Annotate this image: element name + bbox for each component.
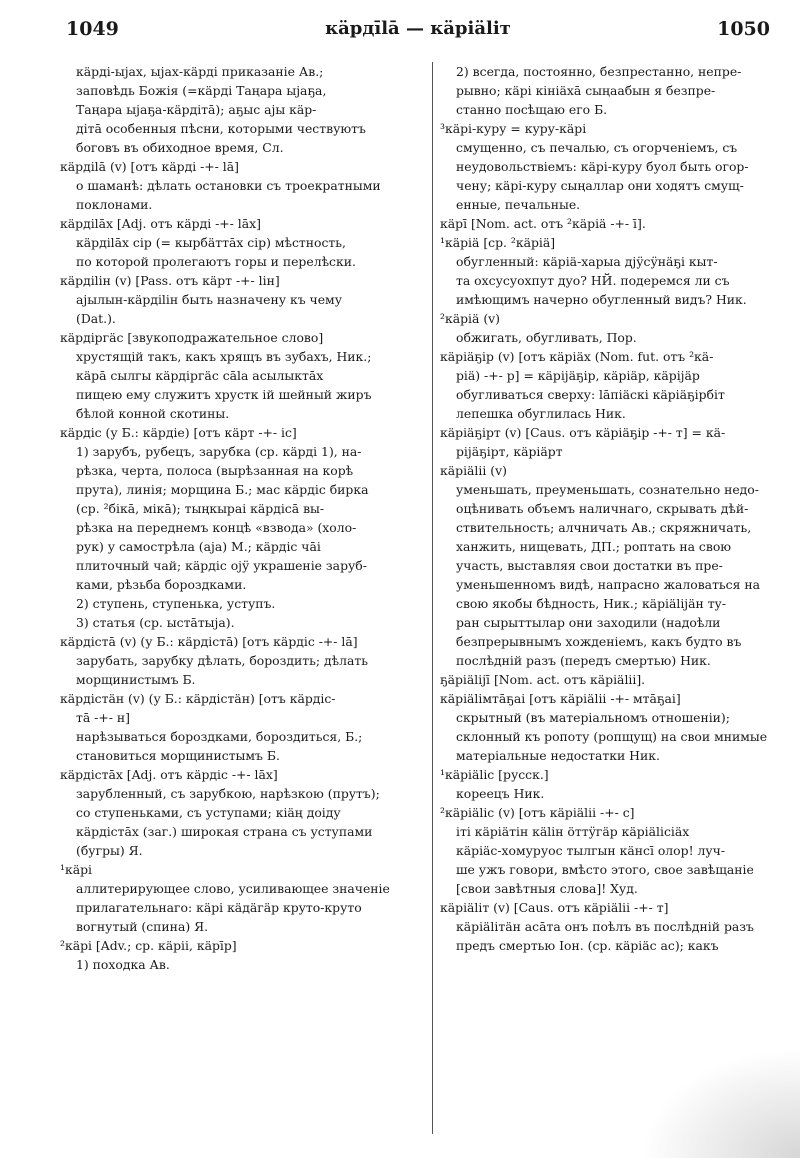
headword-line: кäрдіс (у Б.: кäрдіе) [отъ кäрт -+- іс]	[60, 425, 297, 440]
headword-line: ¹кäрі	[60, 862, 92, 877]
headword-line: ²кäріä (v)	[440, 311, 500, 326]
entry-text-line: послѣдній разъ (передъ смертью) Ник.	[456, 653, 711, 668]
headword-line: кäрдістāх [Adj. отъ кäрдіс -+- lāх]	[60, 767, 278, 782]
entry-text-line: лепешка обуглилась Ник.	[456, 406, 626, 421]
entry-text-line: смущенно, съ печалью, съ огорченіемъ, съ	[456, 140, 738, 155]
entry-text-line: ріјäҕірт, кäріäрт	[456, 444, 563, 459]
entry-text-line: становиться морщинистымъ Б.	[76, 748, 280, 763]
entry-text-line: кäрдіlāх сір (= кырбäттāх сір) мѣстность,	[76, 235, 346, 250]
headword-line: ¹кäріälіс [русск.]	[440, 767, 549, 782]
entry-text-line: [свои завѣтныя слова]! Худ.	[456, 881, 638, 896]
entry-text-line: кäріäс-хомуруос тылгын кäнсī олор! луч-	[456, 843, 726, 858]
entry-text-line: по которой пролегаютъ горы и перелѣски.	[76, 254, 356, 269]
entry-text-line: та охсусуохпут дуо? НЙ. подеремся ли съ	[456, 273, 730, 288]
entry-text-line: кäріälітäн асāта онъ поѣлъ въ послѣдній разъ	[456, 919, 754, 934]
entry-text-line: (бугры) Я.	[76, 843, 143, 858]
headword-line: кäрдіlāх [Adj. отъ кäрді -+- lāх]	[60, 216, 261, 231]
headword-line: кäрдіlін (v) [Pass. отъ кäрт -+- lін]	[60, 273, 280, 288]
entry-text-line: 1) походка Ав.	[76, 957, 170, 972]
entry-text-line: оцѣнивать объемъ наличнаго, скрывать дѣй-	[456, 501, 749, 516]
left-column	[60, 62, 422, 974]
headword-line: кäрдіlā (v) [отъ кäрді -+- lā]	[60, 159, 239, 174]
entry-text-line: неудовольствіемъ: кäрі-куру буол быть огор-	[456, 159, 749, 174]
entry-text-line: уменьшенномъ видѣ, напрасно жаловаться на	[456, 577, 761, 592]
entry-text-line: бѣлой конной скотины.	[76, 406, 230, 421]
headword-line: ²кäрі [Adv.; ср. кäріі, кäрīр]	[60, 938, 237, 953]
headword-line: кäрī [Nom. act. отъ ²кäріä -+- ī].	[440, 216, 646, 231]
headword-line: кäріälімтāҕаі [отъ кäріälіі -+- мтāҕаі]	[440, 691, 681, 706]
entry-text-line: хрустящій такъ, какъ хрящъ въ зубахъ, Ник.;	[76, 349, 372, 364]
entry-text-line: со ступеньками, съ уступами; кіäң доіду	[76, 805, 341, 820]
entry-text-line: нарѣзываться бороздками, бороздиться, Б.;	[76, 729, 363, 744]
entry-text-line: рывно; кäрі кініäхā сыңаабын я безпре-	[456, 83, 716, 98]
entry-text-line: 2) ступень, ступенька, уступъ.	[76, 596, 276, 611]
column-divider	[432, 62, 433, 1134]
entry-text-line: ран сырыттылар они заходили (надоѣли	[456, 615, 721, 630]
entry-text-line: уменьшать, преуменьшать, сознательно недо-	[456, 482, 759, 497]
entry-text-line: скрытный (въ матеріальномъ отношеніи);	[456, 710, 730, 725]
page-header	[58, 18, 778, 48]
entry-text-line: станно посѣщаю его Б.	[456, 102, 608, 117]
entry-text-line: ханжить, нищевать, ДП.; роптать на свою	[456, 539, 732, 554]
headword-line: ¹кäріä [ср. ²кäріä]	[440, 235, 556, 250]
entry-text-line: рѣзка, черта, полоса (вырѣзанная на корѣ	[76, 463, 354, 478]
headword-line: кäріälіі (v)	[440, 463, 507, 478]
entry-text-line: поклонами.	[76, 197, 153, 212]
entry-text-line: обугливаться сверху: lāпіäскі кäріäҕірбіт	[456, 387, 725, 402]
entry-text-line: 3) статья (ср. ыстāтыја).	[76, 615, 235, 630]
entry-text-line: ками, рѣзьба бороздками.	[76, 577, 247, 592]
entry-text-line: о шаманѣ: дѣлать остановки съ троекратными	[76, 178, 381, 193]
entry-text-line: безпрерывнымъ хожденіемъ, какъ будто въ	[456, 634, 742, 649]
scan-shadow	[640, 1048, 800, 1158]
entry-text-line: боговъ въ обиходное время, Сл.	[76, 140, 284, 155]
entry-text-line: дітā особенныя пѣсни, которыми чествуютъ	[76, 121, 366, 136]
entry-text-line: кäрді-ыјах, ыјах-кäрді приказаніе Ав.;	[76, 64, 324, 79]
right-column	[440, 62, 778, 955]
entry-text-line: рѣзка на переднемъ концѣ «взвода» (холо-	[76, 520, 357, 535]
headword-line: кäрдістäн (v) (у Б.: кäрдістäн) [отъ кäрдіс-	[60, 691, 336, 706]
entry-text-line: морщинистымъ Б.	[76, 672, 196, 687]
headword-line: ҕäріälіјī [Nom. act. отъ кäріälіі].	[440, 672, 646, 687]
entry-text-line: вогнутый (спина) Я.	[76, 919, 209, 934]
entry-text-line: имѣющимъ начерно обугленный видъ? Ник.	[456, 292, 747, 307]
page-number-left: 1049	[66, 18, 119, 40]
entry-text-line: обжигать, обугливать, Пор.	[456, 330, 637, 345]
entry-text-line: (Dat.).	[76, 311, 116, 326]
entry-text-line: (ср. ²бікā, мікā); тыңкырai кäрдісā вы-	[76, 501, 325, 516]
headword-line: кäріäҕірт (v) [Caus. отъ кäріäҕір -+- т] = кä-	[440, 425, 726, 440]
running-title: кäрдīlā — кäріälіт	[325, 18, 511, 39]
entry-text-line: зарубать, зарубку дѣлать, бороздить; дѣлать	[76, 653, 368, 668]
entry-text-line: обугленный: кäріä-харыа дјӱсӱнäҕі кыт-	[456, 254, 718, 269]
entry-text-line: іті кäріäтін кälін öттӱгäр кäріälісіäх	[456, 824, 690, 839]
entry-text-line: Таңара ыјаҕа-кäрдітā); аҕыс ајы кäр-	[76, 102, 317, 117]
entry-text-line: 1) зарубъ, рубецъ, зарубка (ср. кäрді 1), на-	[76, 444, 362, 459]
entry-text-line: аллитерирующее слово, усиливающее значеніе	[76, 881, 390, 896]
entry-text-line: кäрдістāх (заг.) широкая страна съ уступами	[76, 824, 373, 839]
entry-text-line: зарубленный, съ зарубкою, нарѣзкою (прутъ);	[76, 786, 380, 801]
entry-text-line: предъ смертью Іон. (ср. кäріäс ас); какъ	[456, 938, 719, 953]
entry-text-line: чену; кäрі-куру сыңаллар они ходятъ смущ-	[456, 178, 744, 193]
entry-text-line: ріä) -+- р] = кäріјäҕір, кäріäр, кäріјäр	[456, 368, 700, 383]
entry-text-line: заповѣдь Божія (=кäрді Таңара ыјаҕа,	[76, 83, 327, 98]
entry-text-line: участь, выставляя свои достатки въ пре-	[456, 558, 723, 573]
entry-text-line: рук) у самострѣла (аја) М.; кäрдіс чāі	[76, 539, 321, 554]
entry-text-line: прилагательнаго: кäрі кäдäгäр круто-круто	[76, 900, 362, 915]
headword-line: кäрдістā (v) (у Б.: кäрдістā) [отъ кäрдіс -+- lā]	[60, 634, 358, 649]
entry-text-line: склонный къ ропоту (ропщущ) на свои мнимые	[456, 729, 768, 744]
entry-text-line: ајылын-кäрдіlін быть назначену къ чему	[76, 292, 342, 307]
headword-line: ²кäріälіс (v) [отъ кäріälіі -+- с]	[440, 805, 635, 820]
entry-text-line: свою якобы бѣдность, Ник.; кäріälіјäн ту-	[456, 596, 727, 611]
entry-text-line: кäрā сылгы кäрдіргäс сālа асылыктāх	[76, 368, 324, 383]
page-number-right: 1050	[717, 18, 770, 40]
headword-line: кäрдіргäс [звукоподражательное слово]	[60, 330, 324, 345]
entry-text-line: прута), линія; морщина Б.; мас кäрдіс бирка	[76, 482, 369, 497]
headword-line: кäріäҕір (v) [отъ кäріäх (Nom. fut. отъ ²кä-	[440, 349, 714, 364]
entry-text-line: ше ужъ говори, вмѣсто этого, свое завѣщаніе	[456, 862, 754, 877]
entry-text-line: тā -+- н]	[76, 710, 130, 725]
headword-line: кäріälіт (v) [Caus. отъ кäріälіі -+- т]	[440, 900, 669, 915]
entry-text-line: ствительность; алчничать Ав.; скряжничать,	[456, 520, 752, 535]
headword-line: ³кäрі-куру = куру-кäрі	[440, 121, 587, 136]
entry-text-line: 2) всегда, постоянно, безпрестанно, непре-	[456, 64, 742, 79]
entry-text-line: матеріальные недостатки Ник.	[456, 748, 660, 763]
entry-text-line: пищею ему служитъ хрустк ій шейный жиръ	[76, 387, 372, 402]
entry-text-line: енные, печальные.	[456, 197, 581, 212]
entry-text-line: плиточный чай; кäрдіс ојӱ украшеніе заруб-	[76, 558, 367, 573]
entry-text-line: кореецъ Ник.	[456, 786, 545, 801]
